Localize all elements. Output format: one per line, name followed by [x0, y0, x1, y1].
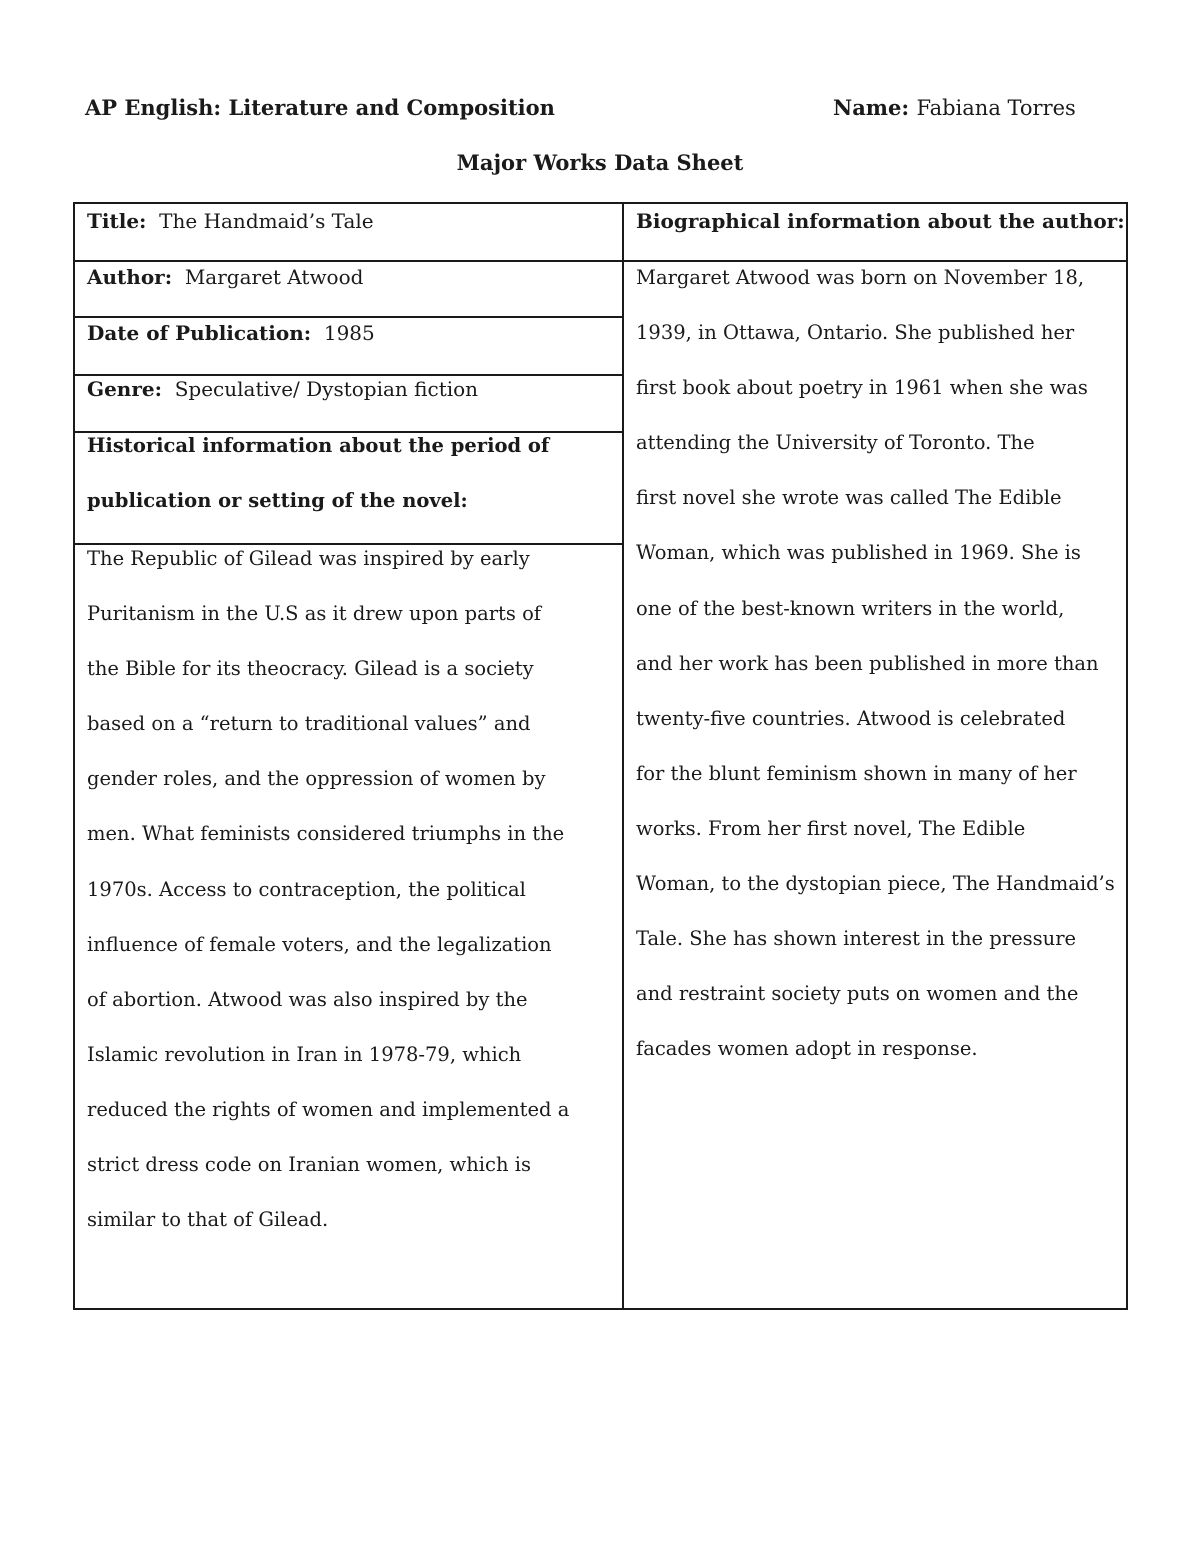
text-line: based on a “return to traditional values” and — [87, 712, 531, 736]
text-line: publication or setting of the novel: — [87, 489, 468, 513]
sheet-title: Major Works Data Sheet — [456, 150, 744, 175]
text-line: similar to that of Gilead. — [87, 1208, 329, 1232]
genre-value: Speculative/ Dystopian fiction — [174, 377, 479, 401]
column-divider — [622, 204, 624, 1308]
text-line: Historical information about the period of — [87, 434, 550, 457]
date-cell — [87, 306, 375, 361]
author-value: Margaret Atwood — [184, 265, 364, 289]
text-line: Woman, to the dystopian piece, The Handmaid’s — [636, 872, 1115, 896]
historical-heading — [87, 418, 549, 528]
author-cell — [87, 250, 363, 305]
text-line: Puritanism in the U.S as it drew upon parts of — [87, 602, 542, 626]
text-line: the Bible for its theocracy. Gilead is a society — [87, 657, 534, 681]
date-label: Date of Publication: — [87, 321, 312, 345]
historical-text — [87, 531, 569, 1247]
text-line: and her work has been published in more than — [636, 651, 1099, 675]
page-header — [85, 95, 1115, 125]
biographical-heading: Biographical information about the author: — [636, 209, 1125, 233]
name-value: Fabiana Torres — [916, 96, 1076, 120]
text-line: reduced the rights of women and implemented a — [87, 1097, 570, 1121]
author-label: Author: — [87, 265, 173, 289]
text-line: twenty-five countries. Atwood is celebrated — [636, 706, 1066, 730]
text-line: and restraint society puts on women and the — [636, 982, 1079, 1006]
text-line: works. From her first novel, The Edible — [636, 816, 1026, 840]
text-line: Margaret Atwood was born on November 18, — [636, 266, 1085, 289]
text-line: of abortion. Atwood was also inspired by the — [87, 987, 528, 1011]
student-name — [833, 95, 1076, 120]
course-title: AP English: Literature and Composition — [85, 95, 555, 120]
title-cell — [87, 194, 374, 249]
text-line: gender roles, and the oppression of women by — [87, 767, 546, 791]
text-line: influence of female voters, and the legalization — [87, 932, 552, 956]
biographical-text — [636, 250, 1115, 1076]
text-line: Woman, which was published in 1969. She is — [636, 541, 1081, 565]
genre-cell — [87, 362, 478, 417]
text-line: one of the best-known writers in the world, — [636, 596, 1065, 620]
text-line: strict dress code on Iranian women, which is — [87, 1153, 531, 1177]
text-line: Tale. She has shown interest in the pressure — [636, 927, 1077, 951]
text-line: 1970s. Access to contraception, the political — [87, 877, 526, 901]
name-label: Name: — [833, 95, 910, 120]
date-value: 1985 — [323, 321, 375, 345]
title-value: The Handmaid’s Tale — [159, 209, 374, 233]
text-line: The Republic of Gilead was inspired by early — [87, 547, 530, 570]
text-line: 1939, in Ottawa, Ontario. She published her — [636, 321, 1075, 345]
text-line: first book about poetry in 1961 when she was — [636, 376, 1088, 400]
text-line: men. What feminists considered triumphs in the — [87, 822, 565, 846]
text-line: for the blunt feminism shown in many of her — [636, 761, 1077, 785]
text-line: first novel she wrote was called The Edible — [636, 486, 1062, 510]
text-line: attending the University of Toronto. The — [636, 431, 1035, 455]
data-sheet-table — [73, 202, 1128, 1310]
genre-label: Genre: — [87, 377, 162, 401]
text-line: facades women adopt in response. — [636, 1037, 978, 1061]
text-line: Islamic revolution in Iran in 1978-79, which — [87, 1042, 522, 1066]
title-label: Title: — [87, 209, 147, 233]
